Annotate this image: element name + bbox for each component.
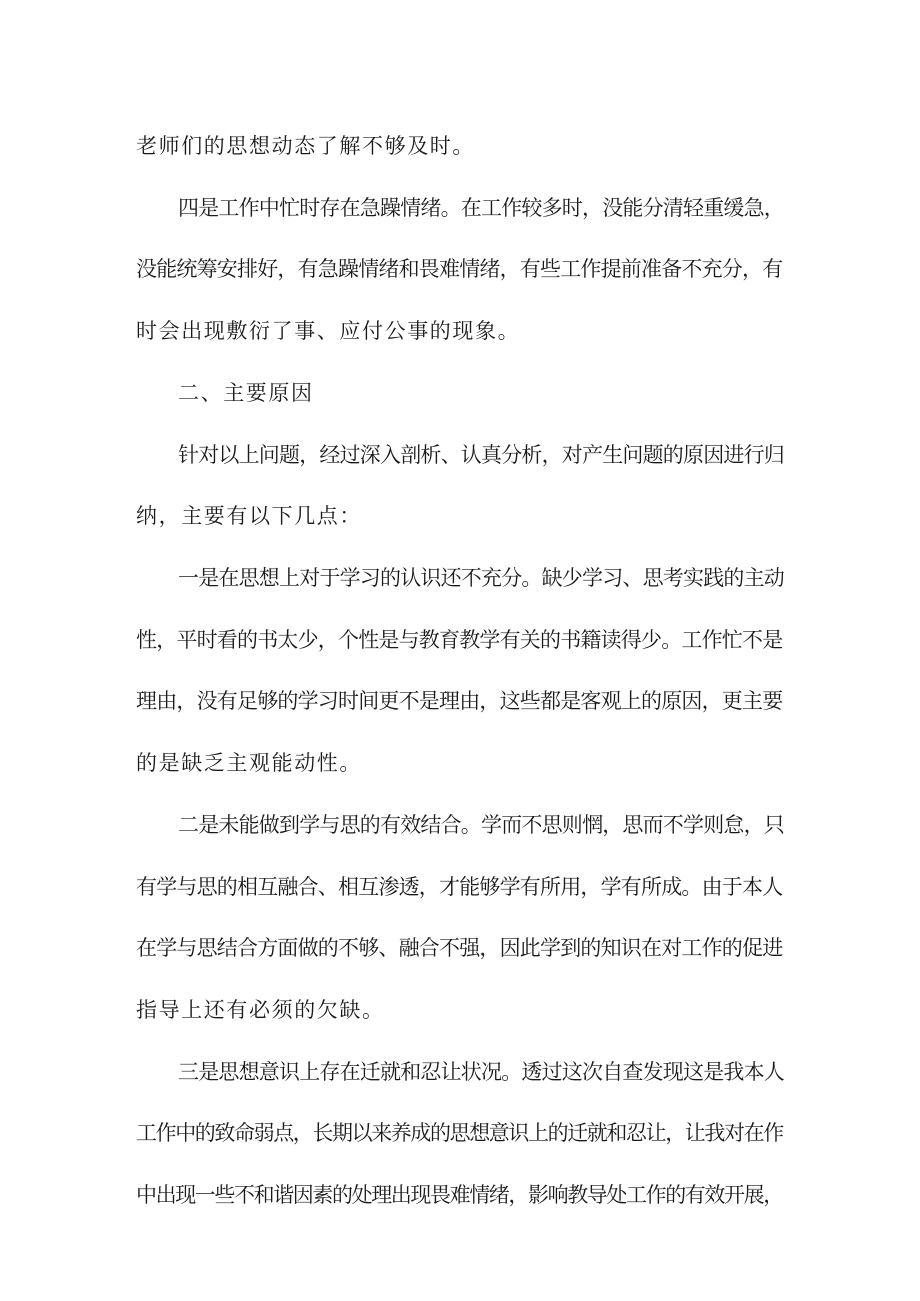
section-heading: 二、主要原因 bbox=[178, 381, 314, 405]
text-line: 针对以上问题，经过深入剖析、认真分析，对产生问题的原因进行归 bbox=[178, 443, 784, 467]
text-line: 四是工作中忙时存在急躁情绪。在工作较多时，没能分清轻重缓急， bbox=[178, 196, 784, 220]
text-line: 三是思想意识上存在迁就和忍让状况。透过这次自查发现这是我本人 bbox=[178, 1060, 784, 1084]
text-line: 没能统筹安排好，有急躁情绪和畏难情绪，有些工作提前准备不充分，有 bbox=[136, 257, 783, 281]
text-line: 理由，没有足够的学习时间更不是理由，这些都是客观上的原因，更主要 bbox=[136, 689, 783, 713]
text-line: 指导上还有必须的欠缺。 bbox=[136, 998, 385, 1022]
text-line: 一是在思想上对于学习的认识还不充分。缺少学习、思考实践的主动 bbox=[178, 566, 784, 590]
text-line: 有学与思的相互融合、相互渗透，才能够学有所用，学有所成。由于本人 bbox=[136, 875, 783, 899]
text-line: 在学与思结合方面做的不够、融合不强，因此学到的知识在对工作的促进 bbox=[136, 936, 783, 960]
text-line: 老师们的思想动态了解不够及时。 bbox=[136, 134, 475, 158]
text-line: 中出现一些不和谐因素的处理出现畏难情绪，影响教导处工作的有效开展， bbox=[136, 1183, 783, 1207]
text-line: 二是未能做到学与思的有效结合。学而不思则惘，思而不学则怠，只 bbox=[178, 813, 784, 837]
text-line: 性，平时看的书太少，个性是与教育教学有关的书籍读得少。工作忙不是 bbox=[136, 628, 783, 652]
text-line: 工作中的致命弱点，长期以来养成的思想意识上的迁就和忍让，让我对在作 bbox=[136, 1121, 783, 1145]
text-line: 的是缺乏主观能动性。 bbox=[136, 751, 362, 775]
text-line: 纳，主要有以下几点： bbox=[136, 504, 362, 528]
text-line: 时会出现敷衍了事、应付公事的现象。 bbox=[136, 319, 521, 343]
